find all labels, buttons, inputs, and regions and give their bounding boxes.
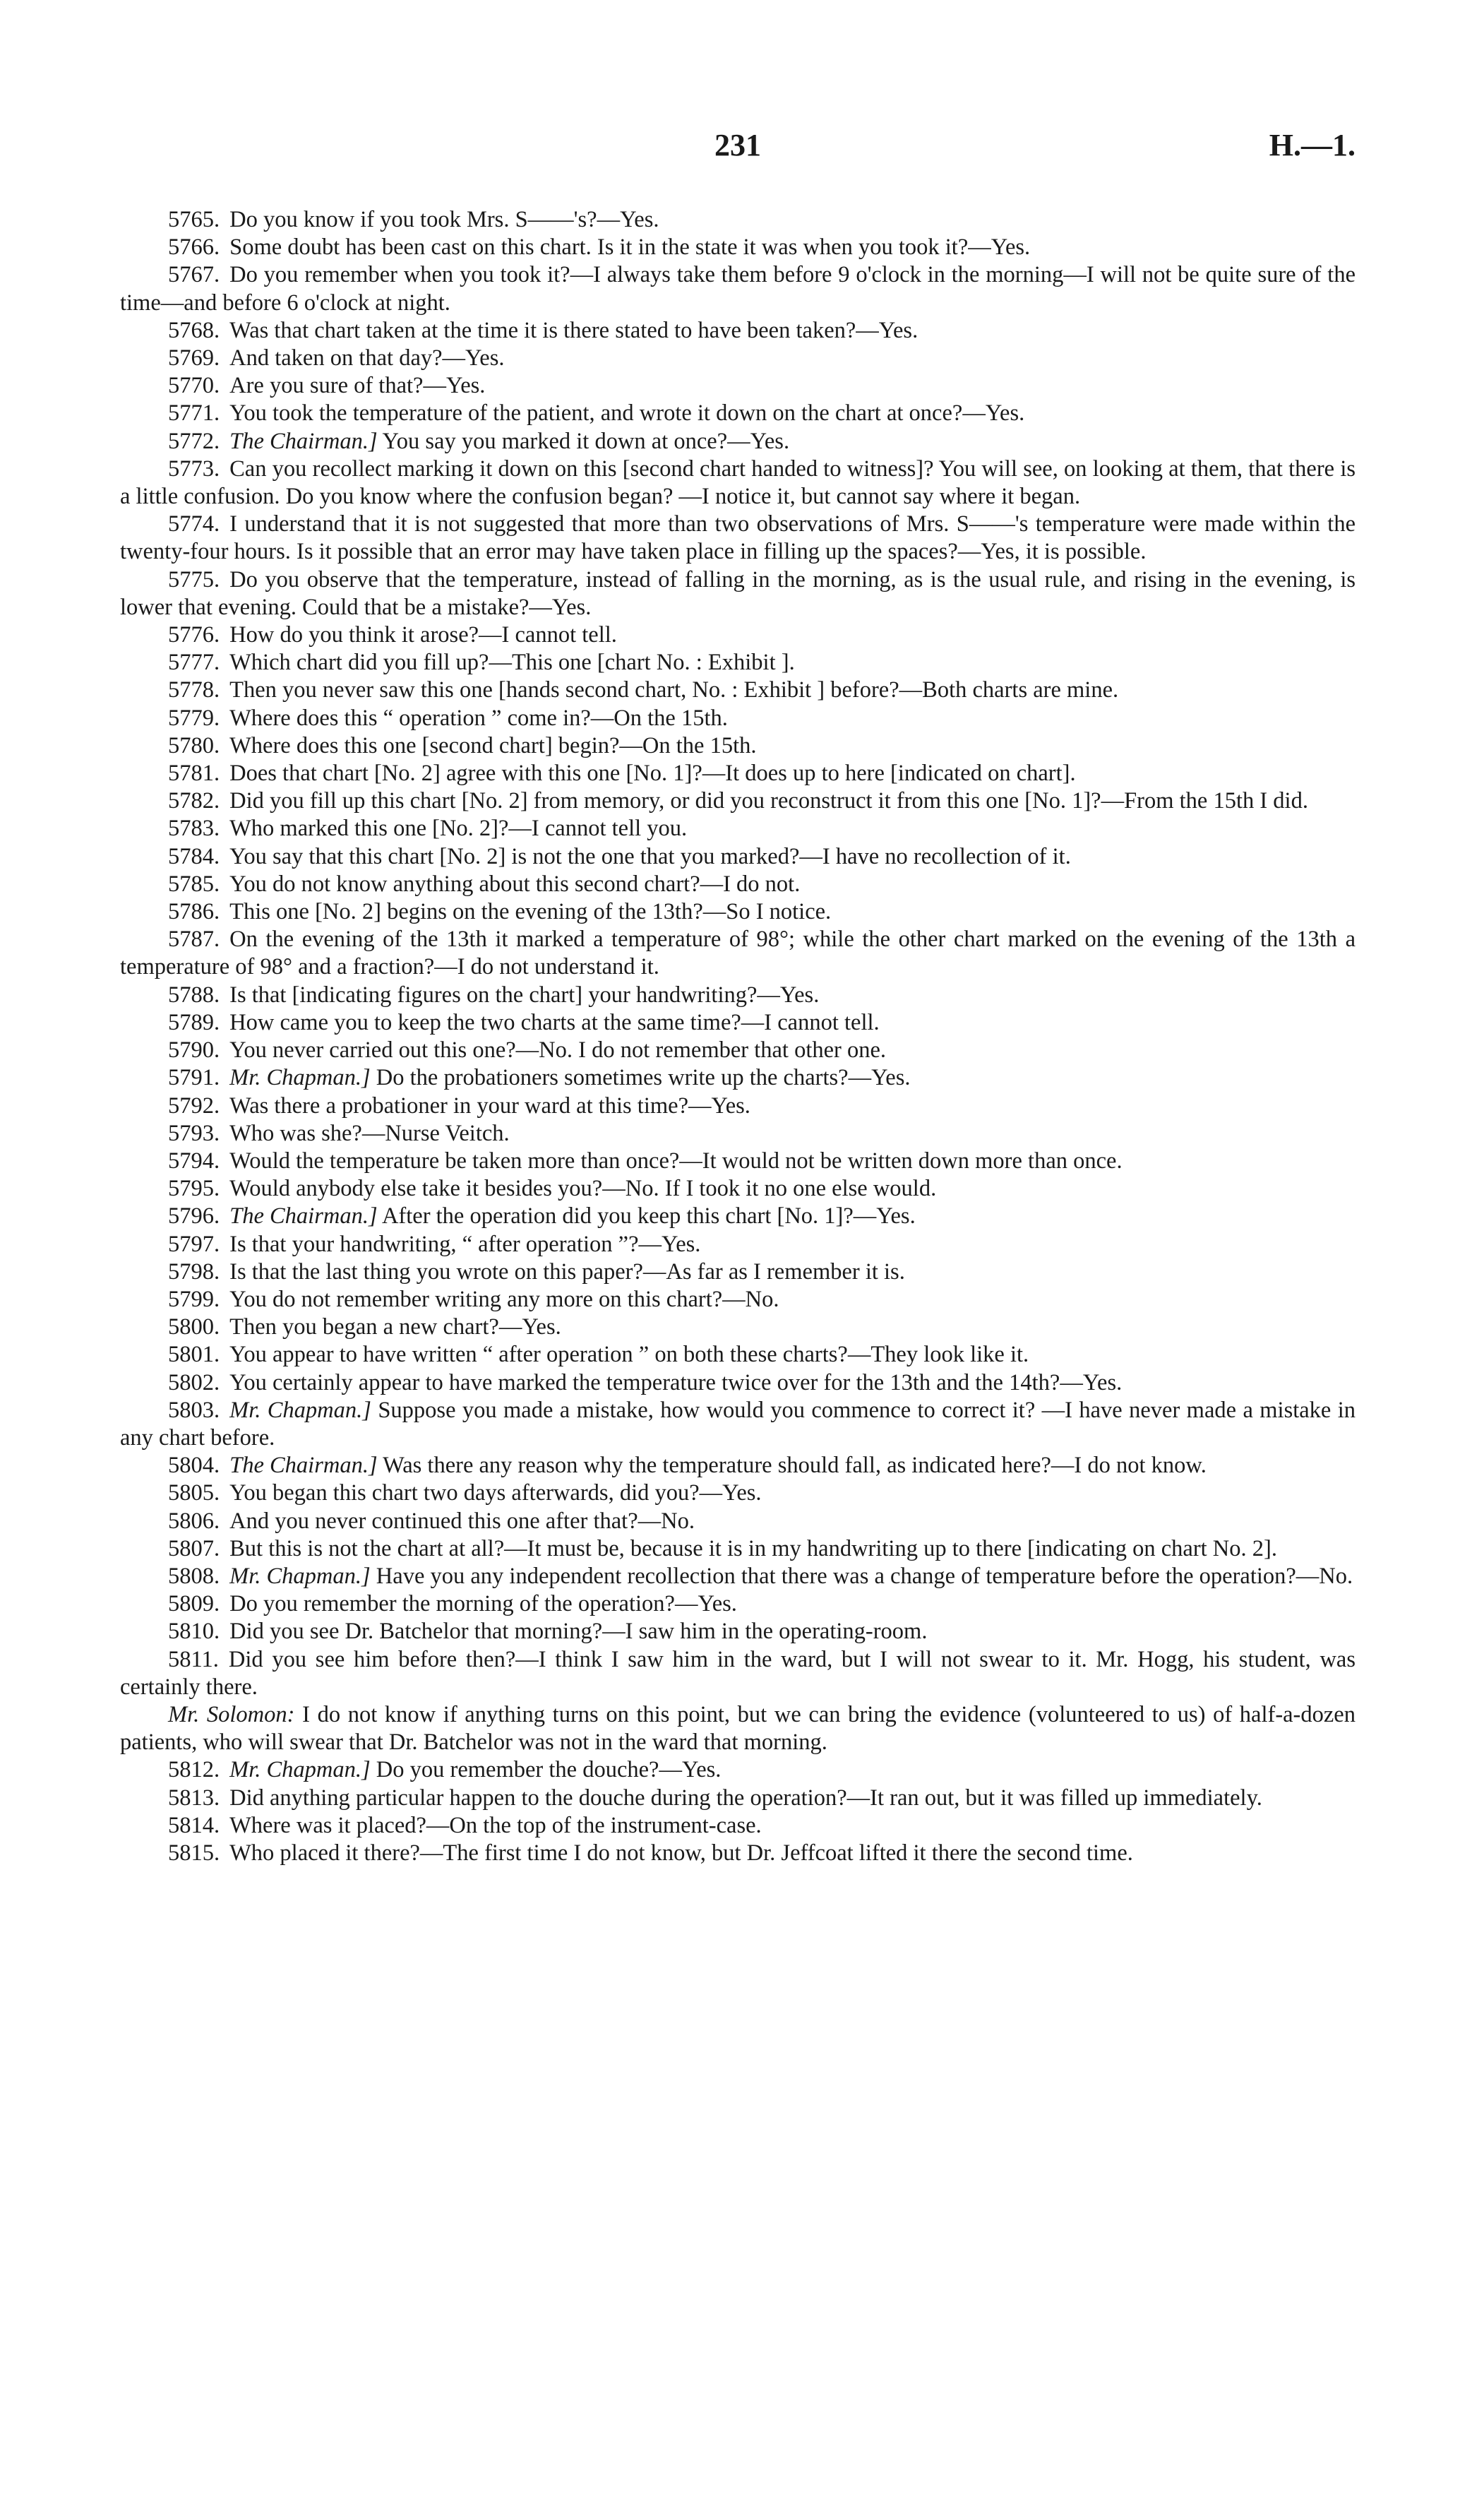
testimony-paragraph xyxy=(120,732,1356,760)
question-number: 5776. xyxy=(168,622,220,648)
question-number: 5767. xyxy=(168,262,220,288)
testimony-text: Did you fill up this chart [No. 2] from memory, or did you reconstruct it from this one [No. 1]?—From the 15th I did. xyxy=(229,788,1308,814)
testimony-paragraph xyxy=(120,1812,1356,1840)
testimony-text: Do you know if you took Mrs. S——'s?—Yes. xyxy=(229,207,659,232)
question-number: 5782. xyxy=(168,788,220,814)
speaker-name: The Chairman.] xyxy=(229,1203,378,1229)
testimony-text: Would anybody else take it besides you?—No. If I took it no one else would. xyxy=(229,1176,937,1202)
question-number: 5784. xyxy=(168,843,220,869)
question-number: 5768. xyxy=(168,317,220,343)
testimony-paragraph xyxy=(120,1563,1356,1590)
testimony-paragraph xyxy=(120,871,1356,898)
testimony-paragraph xyxy=(120,511,1356,566)
question-number: 5793. xyxy=(168,1120,220,1146)
testimony-text: Then you never saw this one [hands second chart, No. : Exhibit ] before?—Both charts are mine. xyxy=(229,677,1119,703)
testimony-paragraph xyxy=(120,1618,1356,1645)
question-number: 5804. xyxy=(168,1453,220,1479)
testimony-paragraph xyxy=(120,705,1356,732)
testimony-paragraph xyxy=(120,1508,1356,1535)
question-number: 5794. xyxy=(168,1148,220,1174)
testimony-text: Where does this one [second chart] begin?—On the 15th. xyxy=(229,732,757,758)
question-number: 5780. xyxy=(168,732,220,758)
question-number: 5808. xyxy=(168,1563,220,1589)
testimony-text: Was there any reason why the temperature should fall, as indicated here?—I do not know. xyxy=(383,1453,1207,1479)
question-number: 5810. xyxy=(168,1619,220,1645)
question-number: 5771. xyxy=(168,400,220,427)
question-number: 5798. xyxy=(168,1258,220,1285)
testimony-paragraph xyxy=(120,677,1356,704)
testimony-text: You do not remember writing any more on this chart?—No. xyxy=(229,1286,779,1312)
testimony-paragraph xyxy=(120,345,1356,372)
question-number: 5774. xyxy=(168,511,220,537)
testimony-text: You do not know anything about this second chart?—I do not. xyxy=(229,871,801,897)
question-number: 5792. xyxy=(168,1092,220,1119)
testimony-paragraph xyxy=(120,400,1356,427)
speaker-name: Mr. Chapman.] xyxy=(229,1065,371,1091)
question-number: 5775. xyxy=(168,566,220,592)
testimony-text: Was there a probationer in your ward at this time?—Yes. xyxy=(229,1092,750,1119)
question-number: 5789. xyxy=(168,1009,220,1035)
testimony-text: Does that chart [No. 2] agree with this one [No. 1]?—It does up to here [indicated on chart]. xyxy=(229,761,1076,787)
testimony-paragraph xyxy=(120,1203,1356,1230)
testimony-text: Did you see him before then?—I think I saw him in the ward, but I will not swear to it. Mr. Hogg, his student, was certainly there. xyxy=(120,1646,1356,1700)
testimony-text: Suppose you made a mistake, how would you commence to correct it? —I have never made a mistake in any chart before. xyxy=(120,1397,1356,1451)
testimony-paragraph xyxy=(120,234,1356,261)
testimony-paragraph xyxy=(120,261,1356,316)
testimony-paragraph xyxy=(120,1701,1356,1756)
testimony-text: Do you remember the douche?—Yes. xyxy=(376,1757,722,1783)
testimony-text: Is that your handwriting, “ after operation ”?—Yes. xyxy=(229,1231,701,1257)
testimony-text: You certainly appear to have marked the temperature twice over for the 13th and the 14th?—Yes. xyxy=(229,1369,1123,1395)
testimony-paragraph xyxy=(120,1785,1356,1812)
question-number: 5779. xyxy=(168,705,220,731)
testimony-text: Do you remember the morning of the operation?—Yes. xyxy=(229,1591,737,1617)
question-number: 5765. xyxy=(168,207,220,232)
testimony-text: You began this chart two days afterwards, did you?—Yes. xyxy=(229,1480,762,1506)
question-number: 5797. xyxy=(168,1231,220,1257)
testimony-text: Do the probationers sometimes write up the charts?—Yes. xyxy=(376,1065,911,1091)
question-number: 5790. xyxy=(168,1037,220,1064)
testimony-paragraph xyxy=(120,1120,1356,1148)
testimony-paragraph xyxy=(120,1009,1356,1037)
speaker-name: Mr. Chapman.] xyxy=(229,1757,371,1783)
testimony-text: After the operation did you keep this chart [No. 1]?—Yes. xyxy=(381,1203,916,1229)
testimony-text: Would the temperature be taken more than once?—It would not be written down more than once. xyxy=(229,1148,1123,1174)
testimony-paragraph xyxy=(120,843,1356,871)
testimony-paragraph xyxy=(120,1037,1356,1064)
testimony-paragraph xyxy=(120,1231,1356,1258)
question-number: 5773. xyxy=(168,455,220,482)
question-number: 5809. xyxy=(168,1591,220,1617)
question-number: 5778. xyxy=(168,677,220,703)
question-number: 5770. xyxy=(168,373,220,399)
question-number: 5815. xyxy=(168,1840,220,1866)
testimony-paragraph xyxy=(120,1369,1356,1397)
question-number: 5788. xyxy=(168,982,220,1008)
question-number: 5785. xyxy=(168,871,220,897)
question-number: 5772. xyxy=(168,428,220,454)
page-header xyxy=(120,127,1356,184)
testimony-text: Who placed it there?—The first time I do not know, but Dr. Jeffcoat lifted it there the second time. xyxy=(229,1840,1133,1866)
testimony-text: Is that [indicating figures on the chart] your handwriting?—Yes. xyxy=(229,982,820,1008)
question-number: 5800. xyxy=(168,1314,220,1340)
testimony-paragraph xyxy=(120,815,1356,842)
testimony-paragraph xyxy=(120,649,1356,677)
question-number: 5799. xyxy=(168,1286,220,1312)
testimony-paragraph xyxy=(120,760,1356,787)
testimony-text: You never carried out this one?—No. I do not remember that other one. xyxy=(229,1037,887,1064)
question-number: 5766. xyxy=(168,234,220,261)
testimony-paragraph xyxy=(120,1175,1356,1203)
testimony-paragraph xyxy=(120,982,1356,1009)
speaker-name: The Chairman.] xyxy=(229,428,378,454)
speaker-name: The Chairman.] xyxy=(229,1453,378,1479)
testimony-paragraph xyxy=(120,787,1356,815)
testimony-text: How do you think it arose?—I cannot tell. xyxy=(229,622,617,648)
testimony-text: Who marked this one [No. 2]?—I cannot tell you. xyxy=(229,816,688,842)
question-number: 5814. xyxy=(168,1812,220,1838)
testimony-text: Did you see Dr. Batchelor that morning?—I saw him in the operating-room. xyxy=(229,1619,928,1645)
testimony-paragraph xyxy=(120,428,1356,455)
testimony-paragraph xyxy=(120,926,1356,981)
testimony-paragraph xyxy=(120,1397,1356,1452)
testimony-text: Can you recollect marking it down on this [second chart handed to witness]? You will see, on looking at them, that there is a little confusion. Do you know where the confusion began? —I notice it, but cannot say where it began. xyxy=(120,455,1356,510)
testimony-text: How came you to keep the two charts at the same time?—I cannot tell. xyxy=(229,1009,880,1035)
testimony-paragraph xyxy=(120,1092,1356,1120)
testimony-paragraph xyxy=(120,206,1356,234)
question-number: 5787. xyxy=(168,927,220,953)
testimony-body xyxy=(120,206,1356,1867)
testimony-text: I do not know if anything turns on this point, but we can bring the evidence (volunteered to us) of half-a-dozen patients, who will swear that Dr. Batchelor was not in the ward that morning. xyxy=(120,1701,1356,1756)
testimony-paragraph xyxy=(120,317,1356,345)
testimony-text: You say that this chart [No. 2] is not the one that you marked?—I have no recollection of it. xyxy=(229,843,1071,869)
testimony-text: Some doubt has been cast on this chart. Is it in the state it was when you took it?—Yes. xyxy=(229,234,1031,261)
testimony-text: This one [No. 2] begins on the evening of the 13th?—So I notice. xyxy=(229,899,832,925)
testimony-paragraph xyxy=(120,1148,1356,1175)
question-number: 5781. xyxy=(168,761,220,787)
question-number: 5791. xyxy=(168,1065,220,1091)
testimony-paragraph xyxy=(120,1590,1356,1618)
testimony-text: And you never continued this one after that?—No. xyxy=(229,1508,695,1534)
testimony-paragraph xyxy=(120,1479,1356,1507)
question-number: 5807. xyxy=(168,1535,220,1561)
question-number: 5769. xyxy=(168,345,220,371)
testimony-text: Are you sure of that?—Yes. xyxy=(229,373,486,399)
question-number: 5777. xyxy=(168,650,220,676)
testimony-text: And taken on that day?—Yes. xyxy=(229,345,505,371)
testimony-paragraph xyxy=(120,1840,1356,1867)
testimony-paragraph xyxy=(120,1646,1356,1701)
testimony-text: Where was it placed?—On the top of the instrument-case. xyxy=(229,1812,762,1838)
testimony-text: But this is not the chart at all?—It must be, because it is in my handwriting up to there [indicating on chart No. 2]. xyxy=(229,1535,1277,1561)
question-number: 5796. xyxy=(168,1203,220,1229)
testimony-text: Who was she?—Nurse Veitch. xyxy=(229,1120,510,1146)
testimony-text: Do you remember when you took it?—I always take them before 9 o'clock in the morning—I will not be quite sure of the time—and before 6 o'clock at night. xyxy=(120,262,1356,316)
testimony-paragraph xyxy=(120,1756,1356,1784)
testimony-paragraph xyxy=(120,898,1356,926)
question-number: 5803. xyxy=(168,1397,220,1423)
testimony-text: Which chart did you fill up?—This one [chart No. : Exhibit ]. xyxy=(229,650,795,676)
page-number: 231 xyxy=(714,128,761,162)
testimony-paragraph xyxy=(120,372,1356,400)
testimony-text: Do you observe that the temperature, instead of falling in the morning, as is the usual rule, and rising in the evening, is lower that evening. Could that be a mistake?—Yes. xyxy=(120,566,1356,620)
testimony-paragraph xyxy=(120,1535,1356,1563)
testimony-text: Where does this “ operation ” come in?—On the 15th. xyxy=(229,705,728,731)
testimony-paragraph xyxy=(120,1258,1356,1286)
speaker-name: Mr. Chapman.] xyxy=(229,1563,371,1589)
question-number: 5812. xyxy=(168,1757,220,1783)
testimony-text: Is that the last thing you wrote on this paper?—As far as I remember it is. xyxy=(229,1258,905,1285)
testimony-paragraph xyxy=(120,1341,1356,1369)
question-number: 5811. xyxy=(168,1646,219,1672)
question-number: 5802. xyxy=(168,1369,220,1395)
question-number: 5806. xyxy=(168,1508,220,1534)
question-number: 5813. xyxy=(168,1785,220,1811)
speaker-name: Mr. Solomon: xyxy=(168,1701,295,1727)
question-number: 5805. xyxy=(168,1480,220,1506)
testimony-paragraph xyxy=(120,1286,1356,1314)
testimony-paragraph xyxy=(120,621,1356,649)
question-number: 5795. xyxy=(168,1176,220,1202)
testimony-paragraph xyxy=(120,1452,1356,1479)
document-reference: H.—1. xyxy=(1269,128,1356,162)
testimony-text: Have you any independent recollection that there was a change of temperature before the operation?—No. xyxy=(376,1563,1353,1589)
testimony-text: On the evening of the 13th it marked a temperature of 98°; while the other chart marked on the evening of the 13th a temperature of 98° and a fraction?—I do not understand it. xyxy=(120,927,1356,980)
testimony-paragraph xyxy=(120,1064,1356,1092)
testimony-text: I understand that it is not suggested that more than two observations of Mrs. S——'s temperature were made within the twenty-four hours. Is it possible that an error may have taken place in filling up the spaces?—Yes, it is possible. xyxy=(120,511,1356,565)
testimony-paragraph xyxy=(120,455,1356,511)
testimony-paragraph xyxy=(120,1314,1356,1341)
question-number: 5786. xyxy=(168,899,220,925)
question-number: 5783. xyxy=(168,816,220,842)
testimony-text: Was that chart taken at the time it is there stated to have been taken?—Yes. xyxy=(229,317,918,343)
testimony-text: You appear to have written “ after operation ” on both these charts?—They look like it. xyxy=(229,1342,1029,1368)
testimony-text: You took the temperature of the patient, and wrote it down on the chart at once?—Yes. xyxy=(229,400,1025,427)
testimony-text: Did anything particular happen to the douche during the operation?—It ran out, but it was filled up immediately. xyxy=(229,1785,1262,1811)
testimony-text: Then you began a new chart?—Yes. xyxy=(229,1314,561,1340)
testimony-paragraph xyxy=(120,566,1356,621)
speaker-name: Mr. Chapman.] xyxy=(229,1397,371,1423)
question-number: 5801. xyxy=(168,1342,220,1368)
testimony-text: You say you marked it down at once?—Yes. xyxy=(382,428,790,454)
